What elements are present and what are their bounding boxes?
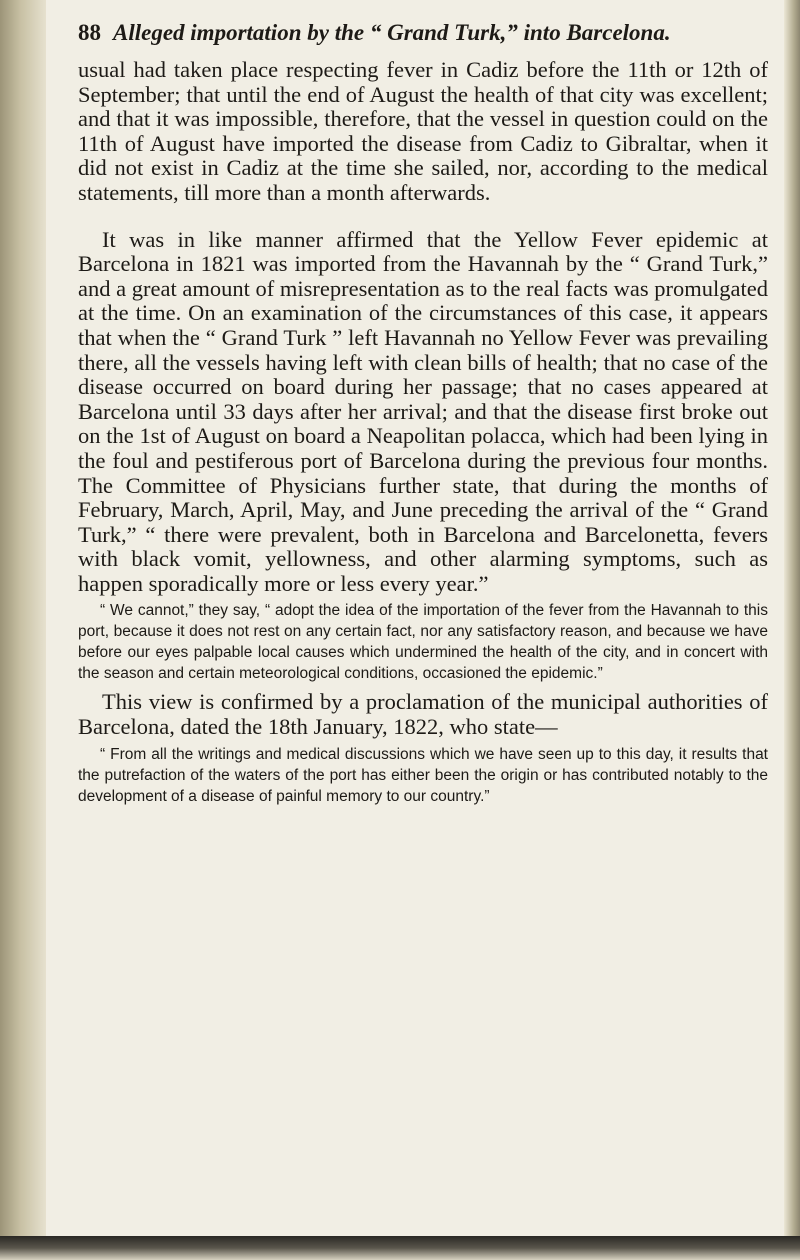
page-number: 88: [78, 20, 101, 45]
running-title: Alleged importation by the “ Grand Turk,” into Barcelona.: [113, 20, 671, 45]
paragraph-cadiz-continuation: usual had taken place respecting fever in Cadiz before the 11th or 12th of September; that until the end of August the health of that city was excellent; and that it was impossible, therefore, that the vessel in question could on the 11th of August have imported the disease from Cadiz to Gibraltar, when it did not exist in Cadiz at the time she sailed, nor, according to the medical statements, till more than a month afterwards.: [78, 57, 768, 205]
scan-bottom-border: [0, 1236, 800, 1260]
quote-committee: “ We cannot,” they say, “ adopt the idea of the importation of the fever from the Havannah to this port, because it does not rest on any certain fact, nor any satisfactory reason, and because we have before our eyes palpable local causes which undermined the health of the city, and in concert with the season and certain meteorological conditions, occasioned the epidemic.”: [78, 602, 768, 683]
book-page: [78, 20, 768, 807]
quote-proclamation: “ From all the writings and medical discussions which we have seen up to this day, it results that the putrefaction of the waters of the port has either been the origin or has contributed notably to the development of a disease of painful memory to our country.”: [78, 745, 768, 805]
page-edge-shadow: [784, 0, 800, 1260]
book-gutter-shadow: [0, 0, 46, 1260]
paragraph-proclamation: This view is confirmed by a proclamation of the municipal authorities of Barcelona, dated the 18th January, 1822, who state—: [78, 689, 768, 740]
paragraph-grand-turk: It was in like manner affirmed that the Yellow Fever epidemic at Barcelona in 1821 was imported from the Havannah by the “ Grand Turk,” and a great amount of misrepresentation as to the real facts was promulgated at the time. On an examination of the circumstances of this case, it appears that when the “ Grand Turk ” left Havannah no Yellow Fever was prevailing there, all the vessels having left with clean bills of health; that no case of the disease occurred on board during her passage; that no cases appeared at Barcelona until 33 days after her arrival; and that the disease first broke out on the 1st of August on board a Neapolitan polacca, which had been lying in the foul and pestiferous port of Barcelona during the previous four months. The Committee of Physicians further state, that during the months of February, March, April, May, and June preceding the arrival of the “ Grand Turk,” “ there were prevalent, both in Barcelona and Barcelonetta, fevers with black vomit, yellowness, and other alarming symptoms, such as happen sporadically more or less every year.”: [78, 226, 768, 596]
running-header: [78, 20, 768, 46]
